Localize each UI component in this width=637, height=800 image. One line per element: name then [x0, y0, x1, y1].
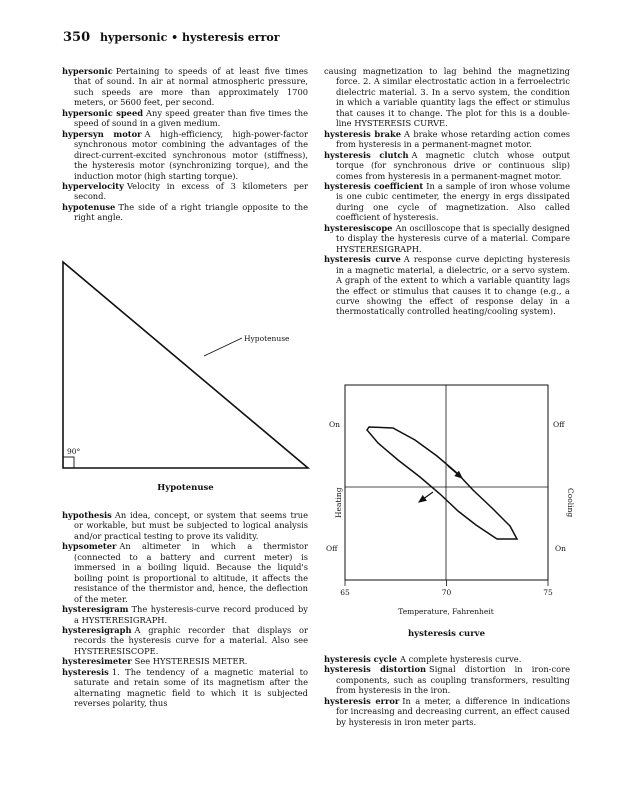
entry-term: hysteresis clutch — [324, 149, 409, 160]
entry-text: A complete hysteresis curve. — [400, 654, 522, 664]
entry — [324, 654, 570, 664]
entry-text: A brake whose retarding action comes from hysteresis in a permanent-magnet motor. — [336, 128, 570, 150]
entry-term: hypothesis — [62, 510, 112, 520]
cooling-direction-arrow — [419, 492, 433, 502]
entry-term: hysteresis error — [324, 695, 400, 706]
y-axis-label-left: Heating — [334, 487, 343, 518]
angle-label: 90° — [67, 447, 81, 456]
entry-text: An oscilloscope that is specially designed to display the hysteresis curve of a material. Compare HYSTERESIGRAPH. — [336, 222, 570, 254]
entry-term: hysteresis — [62, 666, 109, 677]
entry-term: hysteresis coefficient — [324, 180, 424, 191]
right-tick-on: On — [555, 544, 566, 553]
entry-text: Velocity in excess of 3 kilometers per second. — [74, 180, 308, 202]
entry-term: hypsometer — [62, 541, 117, 552]
entry-term: hypotenuse — [62, 201, 116, 212]
entry-text: The side of a right triangle opposite to the right angle. — [74, 201, 308, 223]
left-tick-on: On — [329, 420, 340, 429]
left-tick-off: Off — [326, 544, 338, 553]
hysteresis-loop — [367, 427, 517, 539]
entry-term: hysteresis curve — [324, 254, 401, 265]
entry-term: hysteresis brake — [324, 128, 401, 139]
triangle-caption: Hypotenuse — [157, 483, 214, 493]
entry-text: The hysteresis-curve record produced by a HYSTERESIGRAPH. — [74, 604, 308, 625]
right-column-lower — [324, 654, 570, 727]
entry-text: A high-efficiency, high-power-factor synchronous motor combining the advantages of the direct-current-excited synchronous motor (stiffness), the hysteresis motor (synchronizing torque), and the induction motor (high starting torque). — [74, 128, 308, 181]
x-axis-label: Temperature, Fahrenheit — [398, 607, 494, 616]
heating-direction-arrow — [448, 466, 462, 478]
entry-term: hysteresigraph — [62, 624, 132, 635]
chart-frame — [345, 385, 548, 580]
entry-text: Any speed greater than five times the speed of sound in a given medium. — [74, 107, 308, 129]
entry-term: hypervelocity — [62, 180, 124, 191]
x-ticks — [340, 580, 553, 597]
x-tick-label: 70 — [441, 588, 452, 597]
entry-text: An idea, concept, or system that seems true or workable, but must be subjected to logical analysis and/or practical testing to prove its validity. — [74, 510, 308, 541]
y-axis-label-right: Cooling — [566, 488, 575, 518]
entry-term: hysteresiscope — [324, 222, 393, 233]
right-tick-off: Off — [553, 420, 565, 429]
entry-text: An altimeter in which a thermistor (connected to a battery and current meter) is immersed in a boiling liquid. Because the liquid's boiling point is proportional to altitude, it affects the resistance of the thermistor and, hence, the deflection of the meter. — [74, 541, 308, 604]
entry-term: hysteresigram — [62, 604, 129, 615]
entry — [324, 696, 570, 727]
entry-term: hypersonic speed — [62, 107, 144, 118]
running-title: hypersonic • hysteresis error — [99, 31, 280, 44]
x-tick-label: 75 — [543, 588, 553, 597]
entry-text: In a meter, a difference in indications for increasing and decreasing current, an effect caused by hysteresis in iron meter parts. — [336, 695, 570, 727]
chart-caption: hysteresis curve — [407, 629, 486, 639]
entry-text: A response curve depicting hysteresis in a magnetic material, a dielectric, or a servo system. A graph of the extent to which a variable quantity lags the effect or stimulus that causes it to change (e.g., a curve showing the effect of response delay in a thermostatically controlled heating/cooling system). — [336, 254, 570, 317]
entry-text: In a sample of iron whose volume is one cubic centimeter, the energy in ergs dissipated during one cycle of magnetization. Also called coefficient of hysteresis. — [336, 180, 570, 223]
entry — [324, 664, 570, 695]
entry-term: hypersyn motor — [62, 128, 142, 139]
entry-text: A graphic recorder that displays or records the hysteresis curve for a material. Also see HYSTERESISCOPE. — [74, 624, 308, 656]
entry-term: hysteresis distortion — [324, 664, 427, 675]
entry-text: Pertaining to speeds of at least five times that of sound. In air at normal atmospheric pressure, such speeds are more than approximately 1700 meters, or 5600 feet, per second. — [74, 66, 308, 108]
entry-text: 1. The tendency of a magnetic material to saturate and retain some of its magnetism after the alternating magnetic field to which it is subjected reverses polarity, thus — [74, 666, 308, 709]
entry-term: hysteresis cycle — [324, 654, 398, 664]
entry-text: Signal distortion in iron-core components, such as coupling transformers, resulting from hysteresis in the iron. — [336, 664, 570, 696]
entry-text: A magnetic clutch whose output torque (for synchronous drive or continuous slip) comes from hysteresis in a permanent-magnet motor. — [336, 149, 570, 181]
hypotenuse-label: Hypotenuse — [244, 334, 290, 343]
entry-text: causing magnetization to lag behind the magnetizing force. 2. A similar electrostatic action in a ferroelectric dielectric material. 3. In a servo system, the condition in which a variable quantity lags the effect or stimulus that causes it to change. The plot for this is a double-line HYSTERESIS CURVE. — [324, 66, 570, 129]
entry-term: hypersonic — [62, 66, 113, 76]
entry-text: See HYSTERESIS METER. — [134, 656, 248, 667]
x-tick-label: 65 — [340, 588, 350, 597]
page-number: 350 — [63, 30, 91, 45]
entry-term: hysteresimeter — [62, 656, 132, 667]
